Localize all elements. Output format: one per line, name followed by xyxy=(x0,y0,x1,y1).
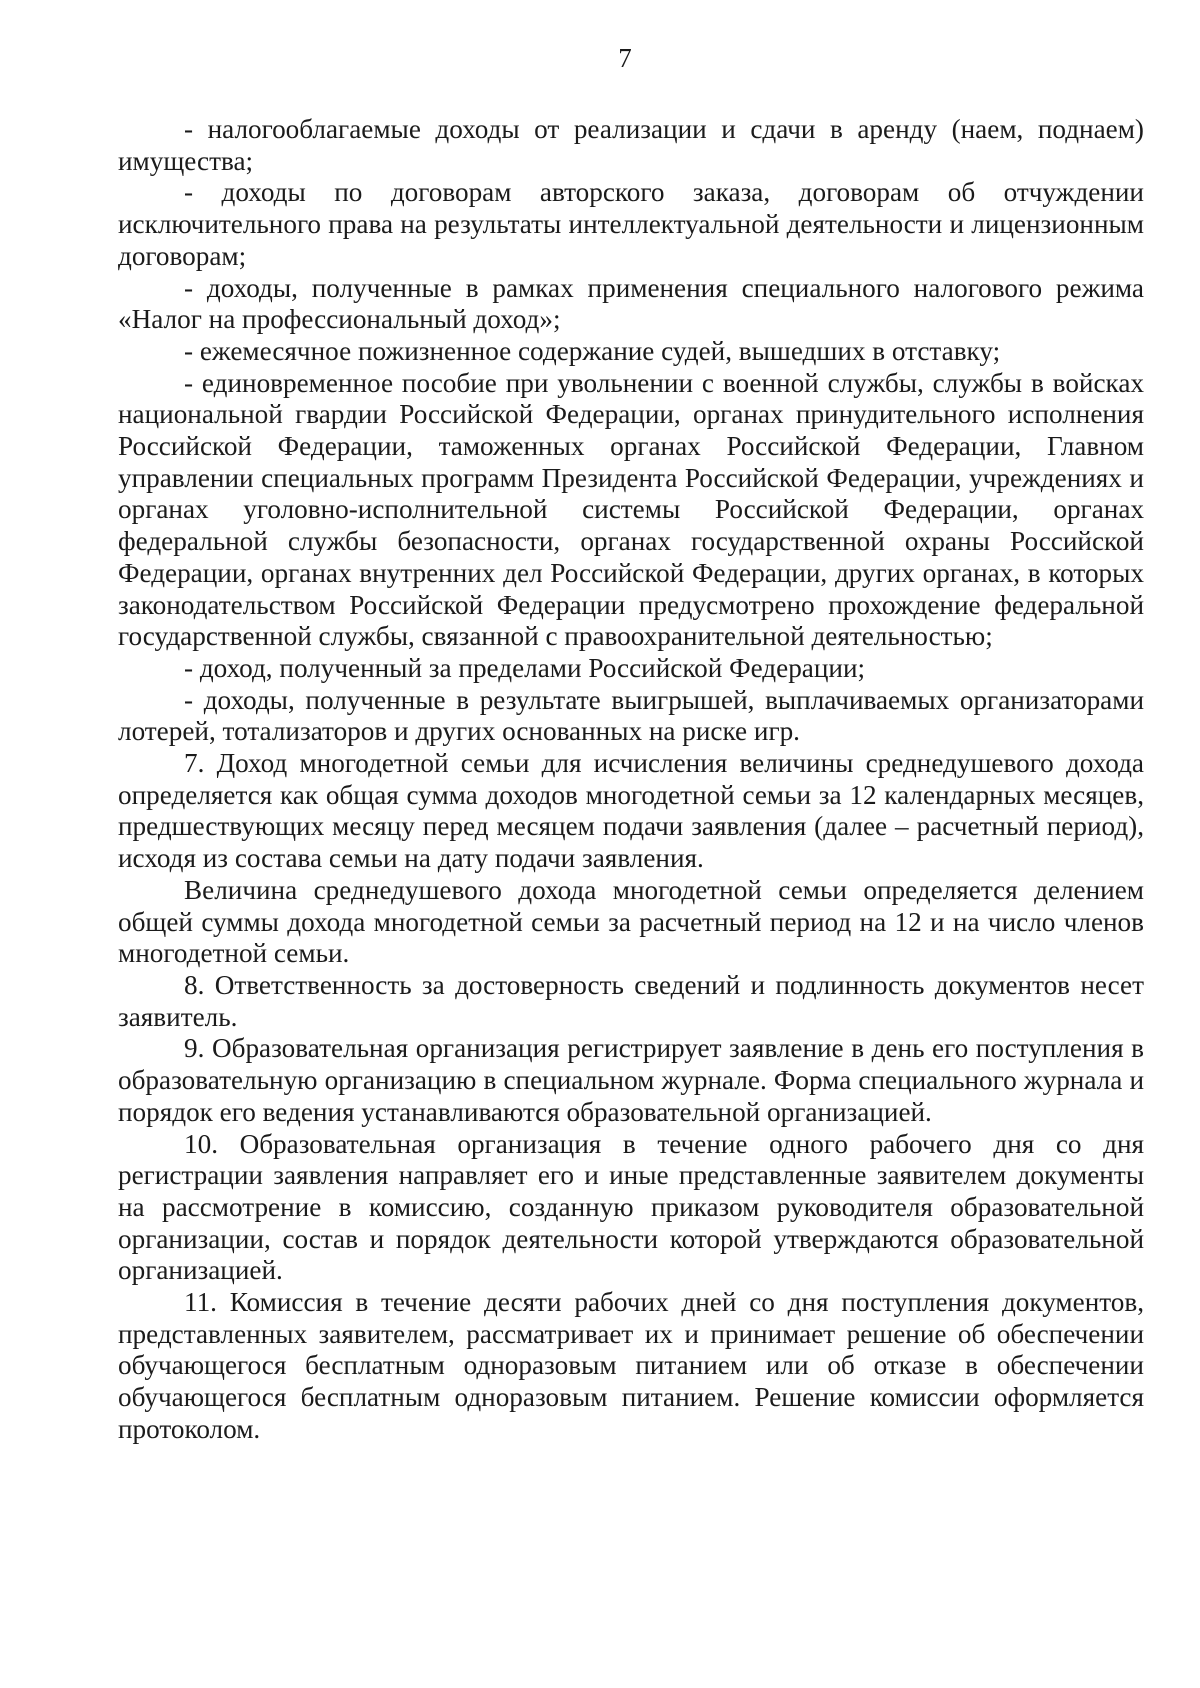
page-number: 7 xyxy=(618,43,632,73)
list-item-taxable-income: - налогооблагаемые доходы от реализации и сдачи в аренду (наем, поднаем) имущества; xyxy=(118,114,1144,176)
list-item-foreign-income: - доход, полученный за пределами Российской Федерации; xyxy=(184,652,866,683)
list-item-professional-income-tax: - доходы, полученные в рамках применения специального налогового режима «Налог на профессиональный доход»; xyxy=(118,272,1144,335)
document-body xyxy=(118,114,1144,1446)
clause-7-average-income: Величина среднедушевого дохода многодетной семьи определяется делением общей суммы дохода многодетной семьи за расчетный период на 12 и на число членов многодетной семьи. xyxy=(118,874,1144,969)
clause-11: 11. Комиссия в течение десяти рабочих дней со дня поступления документов, представленных заявителем, рассматривает их и принимает решение об обеспечении обучающегося бесплатным одноразовым питанием или об отказе в обеспечении обучающегося бесплатным одноразовым питанием. Решение комиссии оформляется протоколом. xyxy=(118,1287,1144,1444)
clause-9: 9. Образовательная организация регистрирует заявление в день его поступления в образовательную организацию в специальном журнале. Форма специального журнала и порядок его ведения устанавливаются образовательной организацией. xyxy=(118,1033,1144,1127)
clause-8: 8. Ответственность за достоверность сведений и подлинность документов несет заявитель. xyxy=(118,969,1144,1032)
list-item-judges-allowance: - ежемесячное пожизненное содержание судей, вышедших в отставку; xyxy=(184,335,1001,366)
clause-7: 7. Доход многодетной семьи для исчисления величины среднедушевого дохода определяется как общая сумма доходов многодетной семьи за 12 календарных месяцев, предшествующих месяцу перед месяцем подачи заявления (далее – расчетный период), исходя из состава семьи на дату подачи заявления. xyxy=(118,748,1144,874)
list-item-lottery-winnings: - доходы, полученные в результате выигрышей, выплачиваемых организаторами лотерей, тотализаторов и других основанных на риске игр. xyxy=(118,684,1144,747)
clause-10: 10. Образовательная организация в течение одного рабочего дня со дня регистрации заявления направляет его и иные представленные заявителем документы на рассмотрение в комиссию, созданную приказом руководителя образовательной организации, состав и порядок деятельности которой утверждаются образовательной организацией. xyxy=(118,1128,1144,1286)
list-item-severance-allowance: - единовременное пособие при увольнении с военной службы, службы в войсках национальной гвардии Российской Федерации, органах принудительного исполнения Российской Федерации, таможенных органах Российской Федерации, Главном управлении специальных программ Президента Российской Федерации, учреждениях и органах уголовно-исполнительной системы Российской Федерации, органах федеральной службы безопасности, органах государственной охраны Российской Федерации, органах внутренних дел Российской Федерации, других органах, в которых законодательством Российской Федерации предусмотрено прохождение федеральной государственной службы, связанной с правоохранительной деятельностью; xyxy=(118,367,1144,652)
list-item-author-contracts: - доходы по договорам авторского заказа, договорам об отчуждении исключительного права на результаты интеллектуальной деятельности и лицензионным договорам; xyxy=(118,177,1144,271)
